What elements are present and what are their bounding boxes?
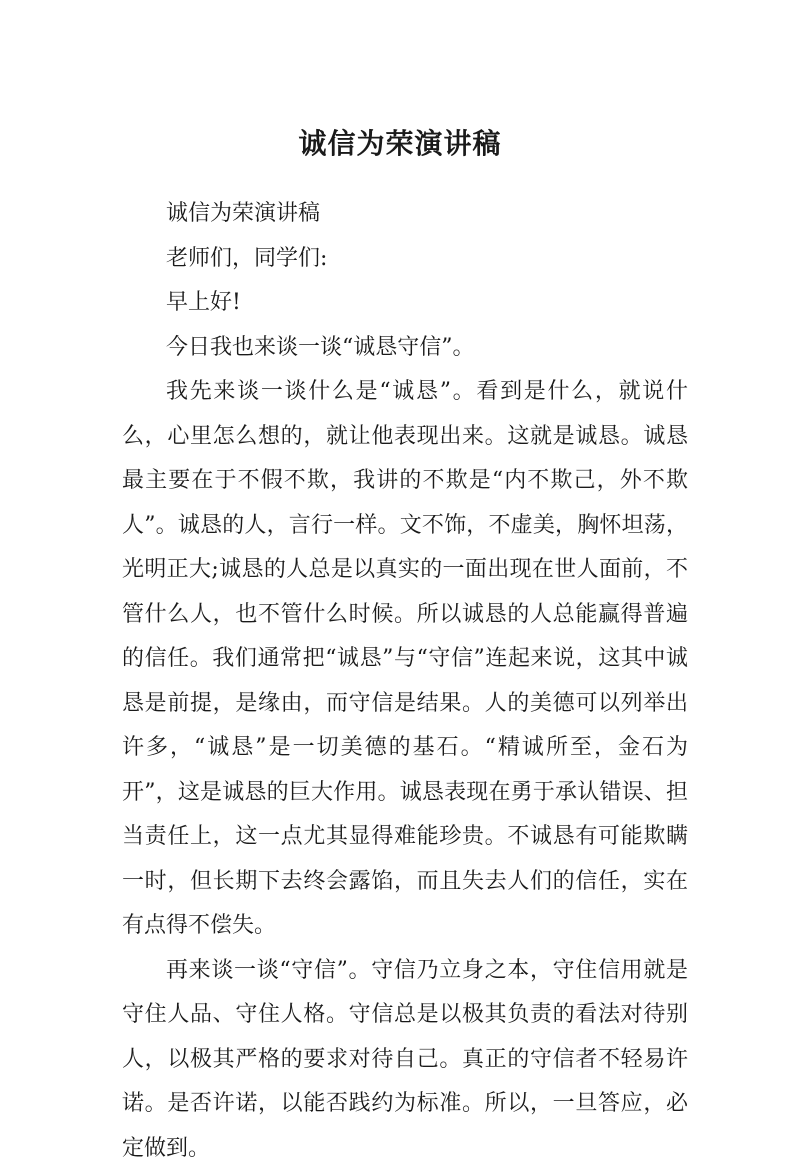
document-body [122,192,688,1171]
document-title: 诚信为荣演讲稿 [0,122,800,166]
paragraph-greeting: 老师们，同学们: [122,237,688,282]
paragraph-good-morning: 早上好! [122,281,688,326]
paragraph-trustworthiness: 再来谈一谈“守信”。守信乃立身之本，守住信用就是守住人品、守住人格。守信总是以极其负责的看法对待别人，以极其严格的要求对待自己。真正的守信者不轻易许诺。是否许诺，以能否践约为标准。所以，一旦答应，必定做到。 [122,949,688,1171]
paragraph-sincerity: 我先来谈一谈什么是“诚恳”。看到是什么，就说什么，心里怎么想的，就让他表现出来。这就是诚恳。诚恳最主要在于不假不欺，我讲的不欺是“内不欺己，外不欺人”。诚恳的人，言行一样。文不饰，不虚美，胸怀坦荡，光明正大;诚恳的人总是以真实的一面出现在世人面前，不管什么人，也不管什么时候。所以诚恳的人总能赢得普遍的信任。我们通常把“诚恳”与“守信”连起来说，这其中诚恳是前提，是缘由，而守信是结果。人的美德可以列举出许多，“诚恳”是一切美德的基石。“精诚所至，金石为开”，这是诚恳的巨大作用。诚恳表现在勇于承认错误、担当责任上，这一点尤其显得难能珍贵。不诚恳有可能欺瞒一时，但长期下去终会露馅，而且失去人们的信任，实在有点得不偿失。 [122,370,688,949]
paragraph-subtitle: 诚信为荣演讲稿 [122,192,688,237]
paragraph-intro: 今日我也来谈一谈“诚恳守信”。 [122,326,688,371]
